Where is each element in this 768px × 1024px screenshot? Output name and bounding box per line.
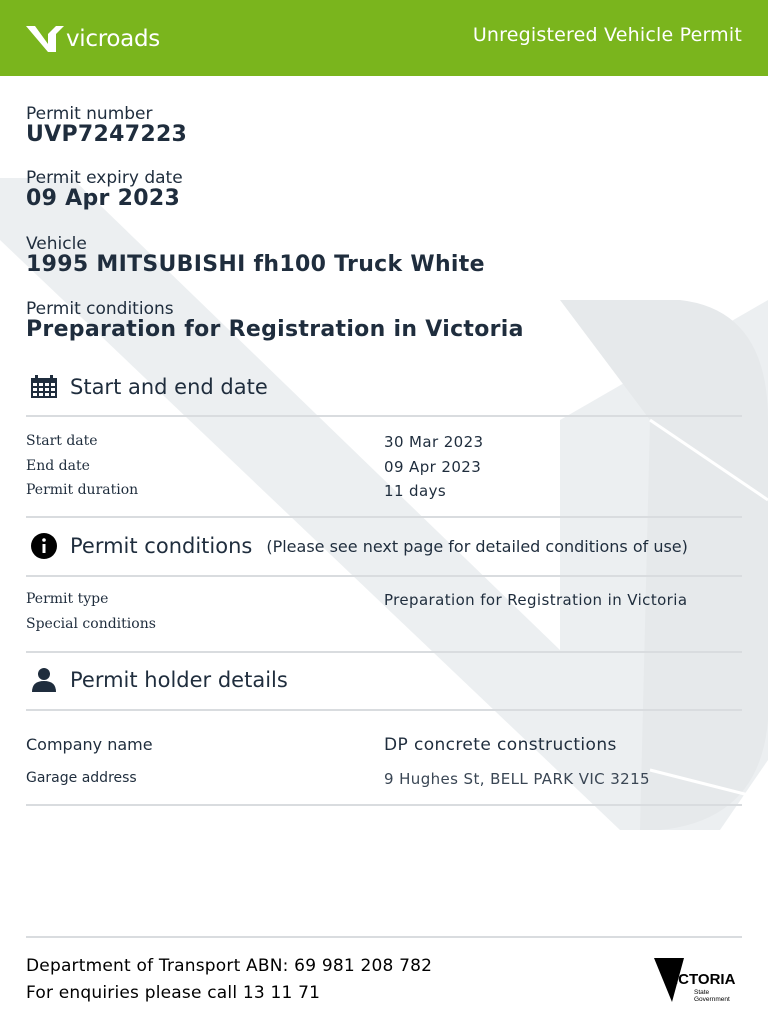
divider: [26, 516, 742, 518]
footer-enquiries: For enquiries please call 13 11 71: [26, 983, 321, 1003]
row-value: Preparation for Registration in Victoria: [384, 591, 688, 609]
divider: [26, 709, 742, 711]
table-row: [26, 735, 742, 757]
divider: [26, 415, 742, 417]
logo-state-text: State: [694, 989, 710, 996]
permit-expiry-value: 09 Apr 2023: [26, 186, 181, 211]
brand-name: vicroads: [66, 26, 160, 52]
table-row: [26, 458, 742, 480]
victoria-wordmark: VICTORIA: [664, 971, 736, 988]
permit-number-label: Permit number: [26, 104, 153, 124]
table-row: [26, 616, 742, 638]
divider: [26, 575, 742, 577]
table-row: [26, 591, 742, 613]
table-row: [26, 770, 742, 792]
row-value: 09 Apr 2023: [384, 458, 482, 476]
permit-conditions-value: Preparation for Registration in Victoria: [26, 317, 524, 342]
person-icon: [26, 665, 70, 695]
document-title: Unregistered Vehicle Permit: [472, 24, 742, 46]
permit-expiry-label: Permit expiry date: [26, 168, 183, 188]
footer-abn: Department of Transport ABN: 69 981 208 782: [26, 956, 433, 976]
row-value: 11 days: [384, 482, 447, 500]
row-value: 30 Mar 2023: [384, 433, 484, 451]
permit-conditions-label: Permit conditions: [26, 299, 174, 319]
row-value: DP concrete constructions: [384, 735, 617, 755]
divider: [26, 651, 742, 653]
vicroads-mark-icon: [26, 24, 64, 54]
permit-number-value: UVP7247223: [26, 122, 188, 147]
row-value: 9 Hughes St, BELL PARK VIC 3215: [384, 770, 651, 788]
holder-section-header: [26, 660, 742, 700]
holder-section-title: Permit holder details: [70, 668, 288, 692]
vehicle-value: 1995 MITSUBISHI fh100 Truck White: [26, 252, 485, 277]
row-label: Start date: [26, 433, 98, 449]
row-label: Permit duration: [26, 482, 139, 498]
divider: [26, 804, 742, 806]
table-row: [26, 433, 742, 455]
dates-section-header: [26, 367, 742, 407]
info-icon: [26, 531, 70, 561]
conditions-section-note: (Please see next page for detailed conditions of use): [266, 536, 688, 556]
row-label: Permit type: [26, 591, 109, 607]
row-label: Garage address: [26, 770, 137, 786]
dates-section-title: Start and end date: [70, 375, 268, 399]
permit-expiry-block: [26, 168, 183, 211]
vehicle-label: Vehicle: [26, 234, 87, 254]
row-label: Special conditions: [26, 616, 156, 632]
divider: [26, 936, 742, 938]
permit-conditions-block: [26, 299, 524, 342]
victoria-government-logo: [654, 956, 742, 1006]
table-row: [26, 482, 742, 504]
logo-government-text: Government: [694, 996, 730, 1003]
header-bar: [0, 0, 768, 76]
row-label: End date: [26, 458, 90, 474]
row-label: Company name: [26, 735, 153, 754]
conditions-section-header: [26, 526, 742, 566]
conditions-section-title: Permit conditions: [70, 534, 253, 558]
permit-number-block: [26, 104, 187, 147]
vicroads-logo: [26, 22, 160, 56]
vehicle-block: [26, 234, 485, 277]
calendar-icon: [26, 372, 70, 402]
